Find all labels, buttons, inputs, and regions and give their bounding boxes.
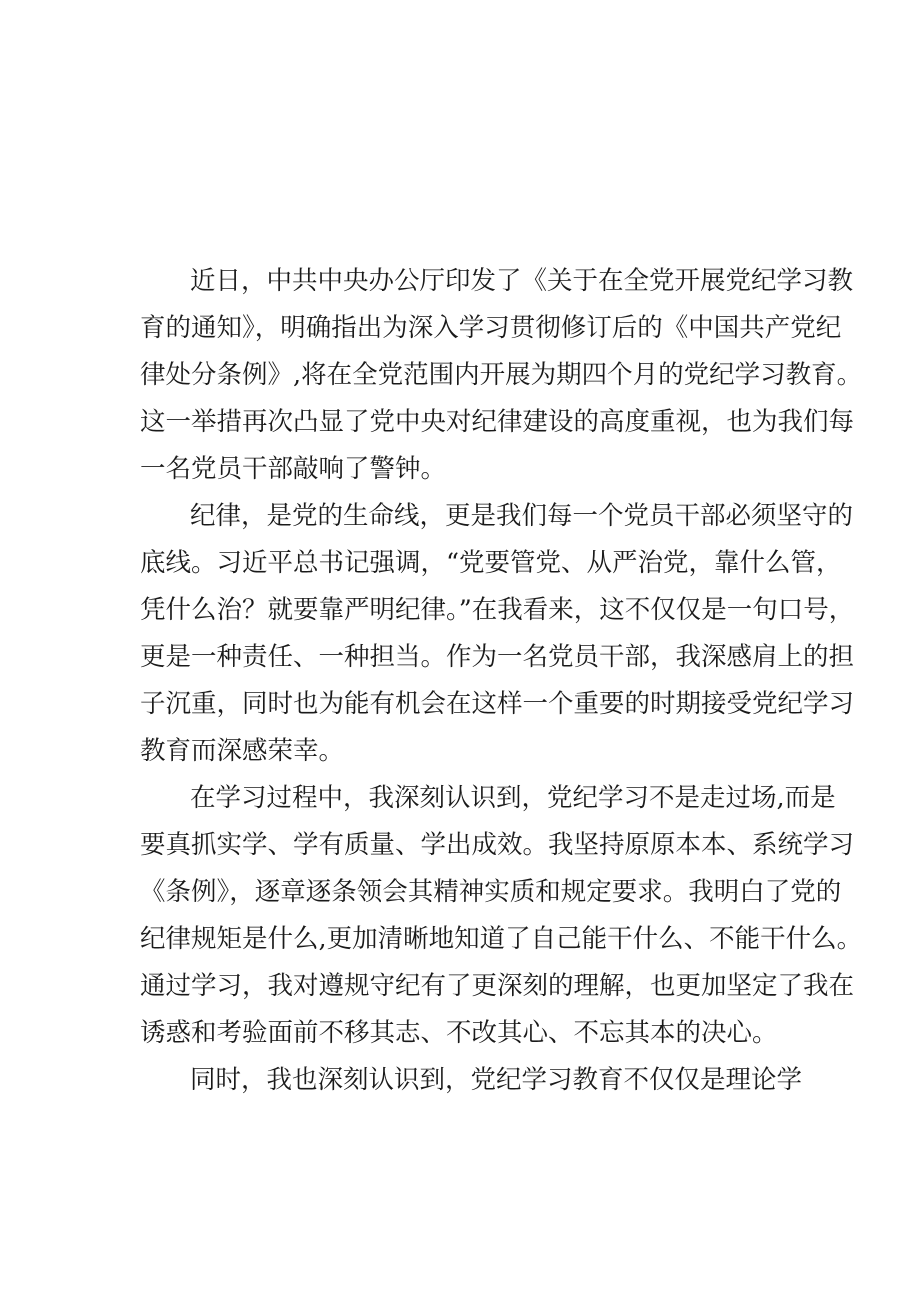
text-line: 子沉重，同时也为能有机会在这样一个重要的时期接受党纪学习 xyxy=(140,689,855,719)
text-line: 教育而深感荣幸。 xyxy=(140,736,345,766)
text-line: 同时，我也深刻认识到，党纪学习教育不仅仅是理论学 xyxy=(190,1065,803,1095)
paragraph-2 xyxy=(140,493,855,775)
text-line: 在学习过程中，我深刻认识到，党纪学习不是走过场,而是 xyxy=(190,783,836,813)
text-line: 通过学习，我对遵规守纪有了更深刻的理解，也更加坚定了我在 xyxy=(140,971,855,1001)
text-line: 《条例》，逐章逐条领会其精神实质和规定要求。我明白了党的 xyxy=(140,877,842,907)
text-line: 更是一种责任、一种担当。作为一名党员干部，我深感肩上的担 xyxy=(140,642,855,672)
paragraph-4 xyxy=(140,1057,803,1104)
text-line: 凭什么治？就要靠严明纪律。”在我看来，这不仅仅是一句口号， xyxy=(140,595,855,625)
document-body xyxy=(140,258,863,1104)
text-line: 要真抓实学、学有质量、学出成效。我坚持原原本本、系统学习 xyxy=(140,830,855,860)
text-line: 育的通知》，明确指出为深入学习贯彻修订后的《中国共产党纪 xyxy=(140,313,842,343)
text-line: 律处分条例》,将在全党范围内开展为期四个月的党纪学习教育。 xyxy=(140,360,863,390)
text-line: 纪律，是党的生命线，更是我们每一个党员干部必须坚守的 xyxy=(190,501,854,531)
text-line: 诱惑和考验面前不移其志、不改其心、不忘其本的决心。 xyxy=(140,1018,778,1048)
text-line: 近日，中共中央办公厅印发了《关于在全党开展党纪学习教 xyxy=(190,266,854,296)
paragraph-1 xyxy=(140,258,863,493)
text-line: 纪律规矩是什么,更加清晰地知道了自己能干什么、不能干什么。 xyxy=(140,924,863,954)
text-line: 底线。习近平总书记强调，“党要管党、从严治党，靠什么管， xyxy=(140,548,842,578)
text-line: 一名党员干部敲响了警钟。 xyxy=(140,454,447,484)
paragraph-3 xyxy=(140,775,863,1057)
text-line: 这一举措再次凸显了党中央对纪律建设的高度重视，也为我们每 xyxy=(140,407,855,437)
